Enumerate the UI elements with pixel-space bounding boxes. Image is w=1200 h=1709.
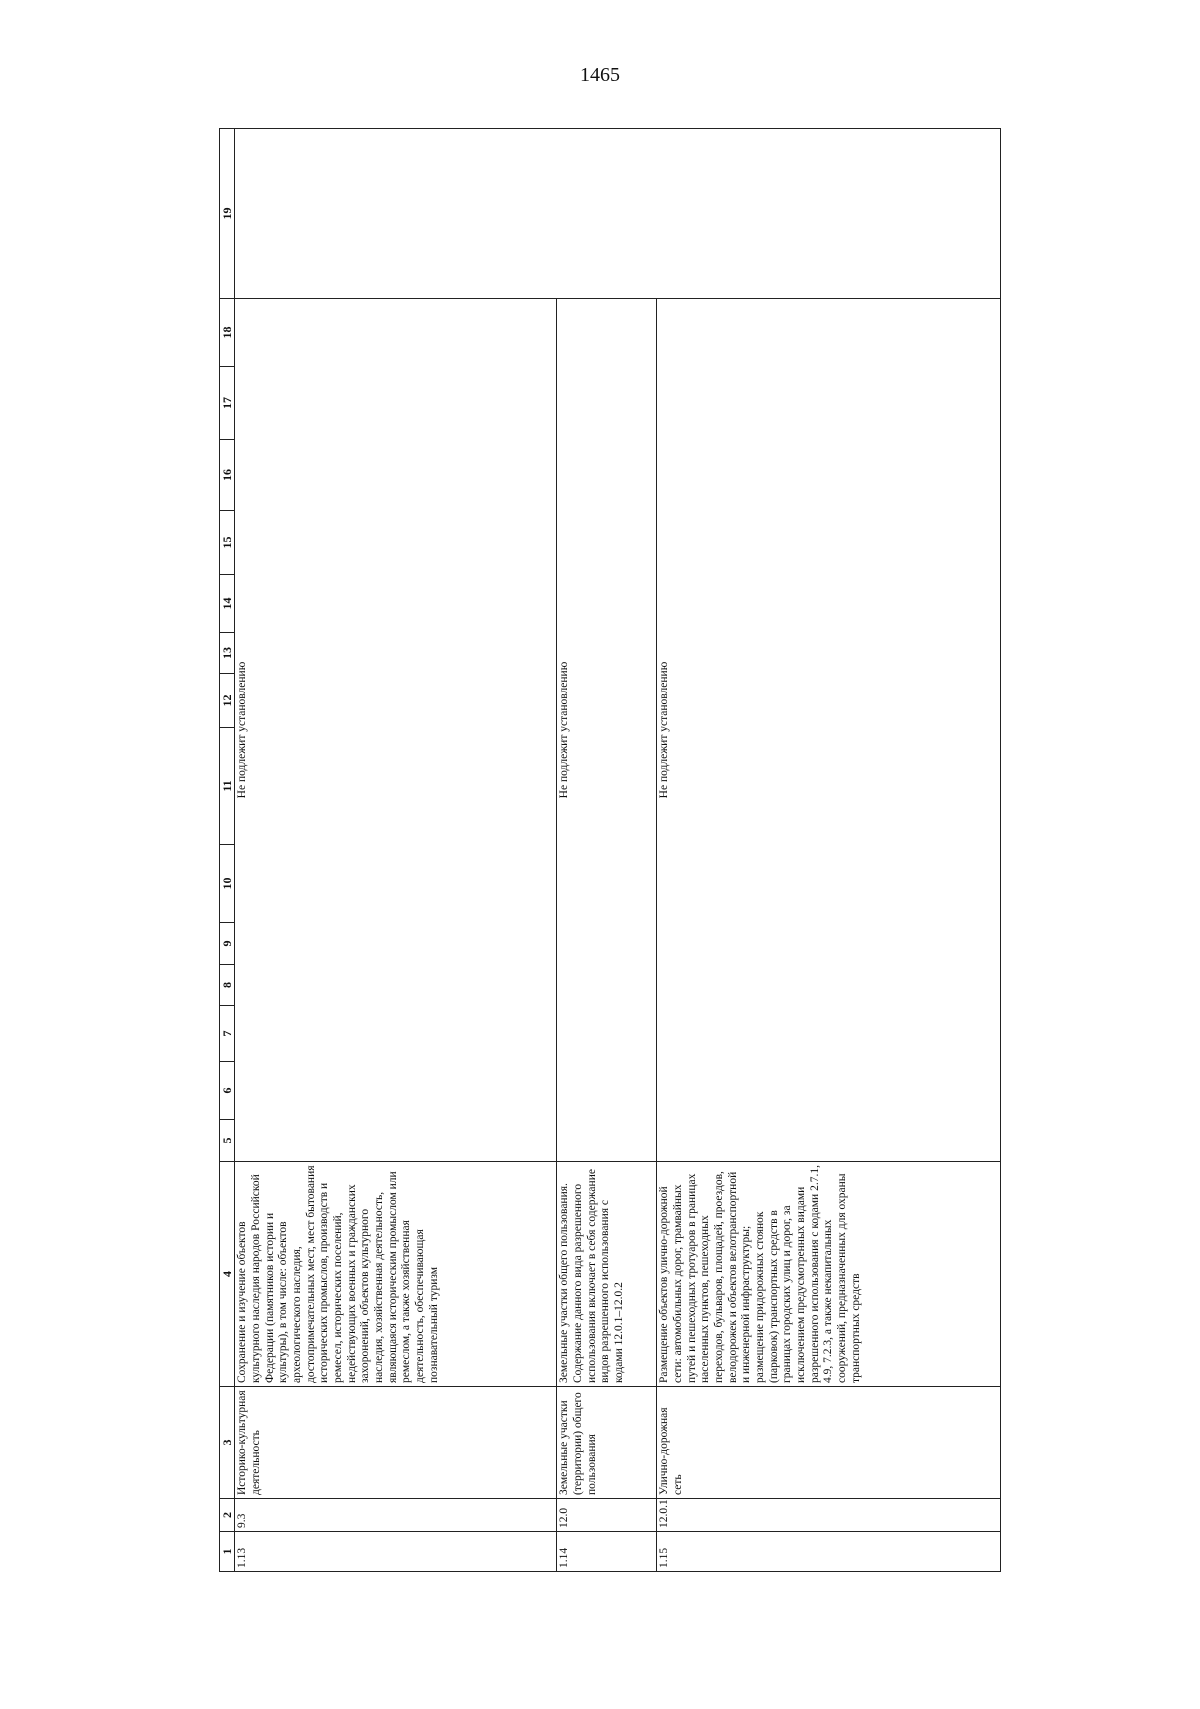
use-name: Историко-культурная деятельность bbox=[235, 1387, 557, 1499]
col-header-3: 3 bbox=[220, 1387, 235, 1499]
col-header-7: 7 bbox=[220, 1006, 235, 1062]
column-19-cell bbox=[235, 129, 1001, 299]
col-header-18: 18 bbox=[220, 299, 235, 367]
row-number: 1.15 bbox=[657, 1532, 1001, 1572]
table-row bbox=[235, 129, 557, 1572]
col-header-6: 6 bbox=[220, 1062, 235, 1120]
use-code: 12.0 bbox=[557, 1499, 657, 1532]
col-header-5: 5 bbox=[220, 1120, 235, 1162]
row-number: 1.13 bbox=[235, 1532, 557, 1572]
regulation-note: Не подлежит установлению bbox=[235, 299, 557, 1162]
use-description: Сохранение и изучение объектов культурного наследия народов Российской Федерации (памятников истории и культуры), в том числе: объектов археологического наследия, достопримечательных мест, мест бытования исторических промыслов, производств и ремесел, исторических поселений, недействующих военных и гражданских захоронений, объектов культурного наследия, хозяйственная деятельность, являющаяся историческим промыслом или ремеслом, а также хозяйственная деятельность, обеспечивающая познавательный туризм bbox=[235, 1162, 557, 1387]
col-header-11: 11 bbox=[220, 728, 235, 845]
col-header-2: 2 bbox=[220, 1499, 235, 1532]
use-code: 9.3 bbox=[235, 1499, 557, 1532]
regulation-note: Не подлежит установлению bbox=[657, 299, 1001, 1162]
col-header-12: 12 bbox=[220, 674, 235, 728]
col-header-1: 1 bbox=[220, 1532, 235, 1572]
col-header-14: 14 bbox=[220, 575, 235, 633]
col-header-15: 15 bbox=[220, 511, 235, 575]
use-description: Размещение объектов улично-дорожной сети: автомобильных дорог, трамвайных путей и пешеходных тротуаров в границах населенных пунктов, пешеходных переходов, бульваров, площадей, проездов, велодорожек и объектов велотранспортной и инженерной инфраструктуры; размещение придорожных стоянок (парковок) транспортных средств в границах городских улиц и дорог, за исключением предусмотренных видами разрешенного использования с кодами 2.7.1, 4.9, 7.2.3, а также некапитальных сооружений, предназначенных для охраны транспортных средств bbox=[657, 1162, 1001, 1387]
col-header-16: 16 bbox=[220, 440, 235, 511]
row-number: 1.14 bbox=[557, 1532, 657, 1572]
land-use-table bbox=[219, 128, 1001, 1572]
regulation-note: Не подлежит установлению bbox=[557, 299, 657, 1162]
use-name: Улично-дорожная сеть bbox=[657, 1387, 1001, 1499]
col-header-9: 9 bbox=[220, 923, 235, 965]
use-name: Земельные участки (территории) общего пользования bbox=[557, 1387, 657, 1499]
rotated-table-container bbox=[219, 129, 999, 1572]
col-header-13: 13 bbox=[220, 633, 235, 674]
col-header-17: 17 bbox=[220, 367, 235, 440]
table-row bbox=[557, 129, 657, 1572]
use-code: 12.0.1 bbox=[657, 1499, 1001, 1532]
table-row bbox=[657, 129, 1001, 1572]
col-header-10: 10 bbox=[220, 845, 235, 923]
col-header-19: 19 bbox=[220, 129, 235, 299]
col-header-4: 4 bbox=[220, 1162, 235, 1387]
use-description: Земельные участки общего пользования. Содержание данного вида разрешенного использования включает в себя содержание видов разрешенного использования с кодами 12.0.1–12.0.2 bbox=[557, 1162, 657, 1387]
col-header-8: 8 bbox=[220, 965, 235, 1006]
header-row bbox=[220, 129, 235, 1572]
page-number: 1465 bbox=[580, 64, 620, 86]
